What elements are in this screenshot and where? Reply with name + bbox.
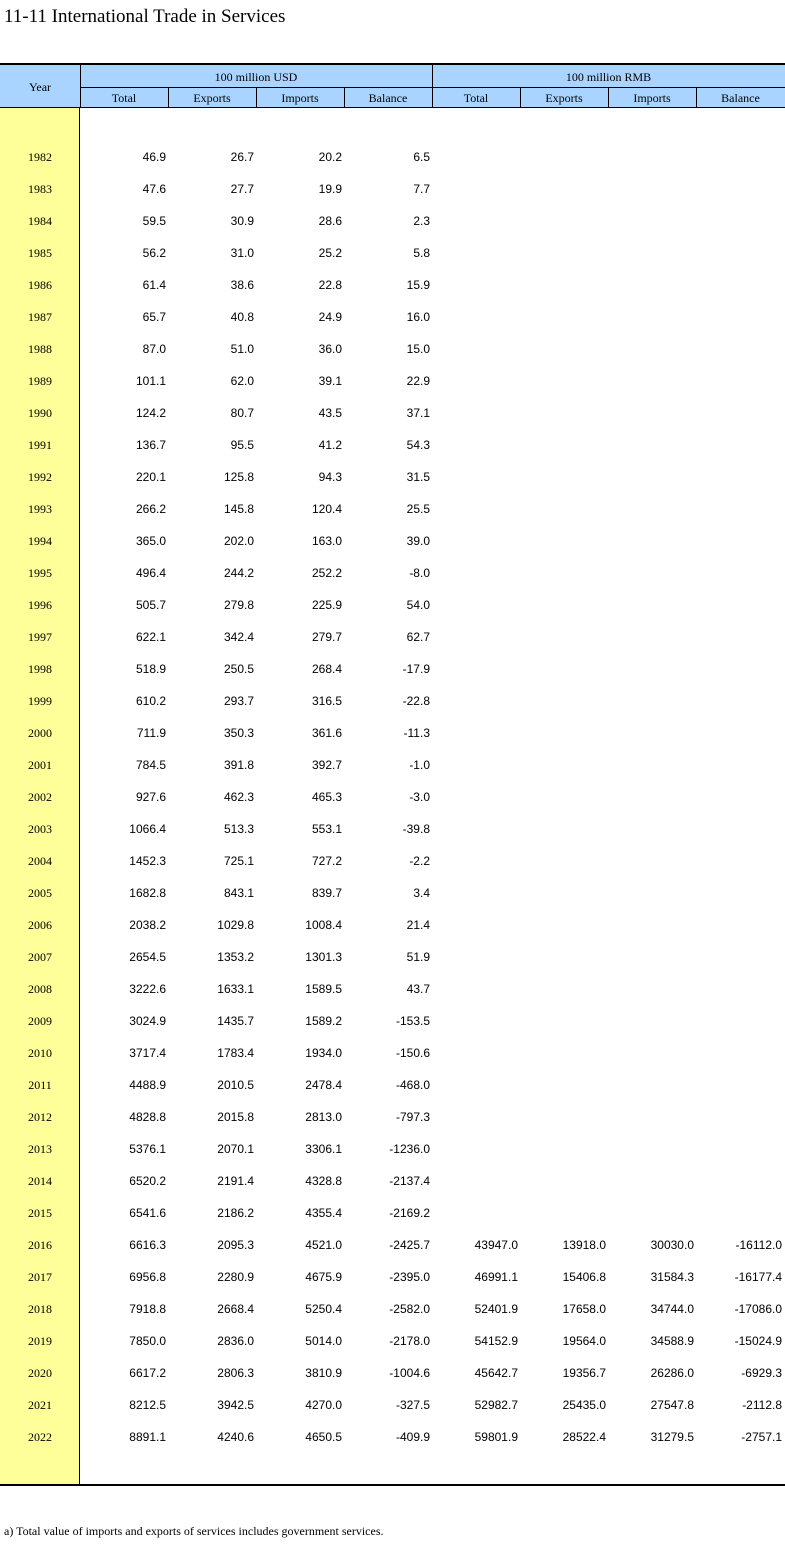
usd-total-cell: 505.7 — [135, 598, 166, 612]
year-cell: 1991 — [28, 438, 52, 452]
table-row — [0, 1101, 785, 1133]
rmb-balance-cell: -2757.1 — [741, 1430, 782, 1444]
year-cell: 1997 — [28, 630, 52, 644]
usd-balance-cell: -2582.0 — [389, 1302, 430, 1316]
usd-total-cell: 711.9 — [136, 726, 166, 740]
usd-imports-cell: 2478.4 — [305, 1078, 342, 1092]
usd-balance-cell: -3.0 — [409, 790, 430, 804]
year-cell: 1992 — [28, 470, 52, 484]
table-row — [0, 365, 785, 397]
table-row — [0, 141, 785, 173]
usd-total-cell: 266.2 — [135, 502, 166, 516]
rmb-exports-cell: 25435.0 — [562, 1398, 606, 1412]
usd-imports-header: Imports — [281, 91, 319, 105]
usd-exports-cell: 843.1 — [223, 886, 254, 900]
usd-imports-cell: 28.6 — [318, 214, 342, 228]
year-header: Year — [28, 80, 52, 94]
table-row — [0, 621, 785, 653]
usd-balance-cell: 7.7 — [413, 182, 430, 196]
usd-balance-cell: -8.0 — [409, 566, 430, 580]
year-cell: 2020 — [28, 1366, 52, 1380]
usd-exports-cell: 3942.5 — [217, 1398, 254, 1412]
usd-exports-cell: 4240.6 — [217, 1430, 254, 1444]
year-cell: 1995 — [28, 566, 52, 580]
usd-total-cell: 59.5 — [142, 214, 166, 228]
usd-group-header: 100 million USD — [214, 70, 298, 84]
year-cell: 2015 — [28, 1206, 52, 1220]
usd-imports-cell: 3306.1 — [305, 1142, 342, 1156]
usd-total-cell: 518.9 — [135, 662, 166, 676]
usd-balance-cell: 31.5 — [406, 470, 430, 484]
usd-total-cell: 61.4 — [142, 278, 166, 292]
usd-exports-cell: 30.9 — [230, 214, 254, 228]
year-cell: 2022 — [28, 1430, 52, 1444]
usd-balance-cell: -1236.0 — [389, 1142, 430, 1156]
usd-imports-cell: 553.1 — [311, 822, 342, 836]
usd-exports-cell: 62.0 — [230, 374, 254, 388]
usd-imports-cell: 19.9 — [318, 182, 342, 196]
year-cell: 1989 — [28, 374, 52, 388]
table-header — [0, 63, 785, 108]
year-cell: 1996 — [28, 598, 52, 612]
rmb-exports-cell: 13918.0 — [562, 1238, 606, 1252]
usd-exports-cell: 2186.2 — [217, 1206, 254, 1220]
usd-total-cell: 6520.2 — [129, 1174, 166, 1188]
table-row — [0, 301, 785, 333]
usd-total-cell: 784.5 — [135, 758, 166, 772]
footnote: a) Total value of imports and exports of services includes government services. — [4, 1524, 384, 1538]
usd-imports-cell: 43.5 — [318, 406, 342, 420]
table-row — [0, 749, 785, 781]
usd-imports-cell: 5014.0 — [305, 1334, 342, 1348]
rmb-group-header: 100 million RMB — [565, 70, 652, 84]
usd-total-cell: 3222.6 — [129, 982, 166, 996]
rmb-exports-cell: 17658.0 — [562, 1302, 606, 1316]
usd-balance-cell: 37.1 — [406, 406, 430, 420]
usd-imports-cell: 839.7 — [311, 886, 342, 900]
usd-balance-cell: 3.4 — [413, 886, 430, 900]
table-row — [0, 237, 785, 269]
usd-total-cell: 101.1 — [135, 374, 166, 388]
usd-total-cell: 1452.3 — [129, 854, 166, 868]
year-cell: 1993 — [28, 502, 52, 516]
rmb-imports-cell: 34588.9 — [650, 1334, 694, 1348]
usd-balance-cell: -150.6 — [395, 1046, 430, 1060]
usd-balance-cell: -2169.2 — [389, 1206, 430, 1220]
usd-balance-cell: 15.0 — [406, 342, 430, 356]
table-row — [0, 333, 785, 365]
usd-imports-cell: 39.1 — [318, 374, 342, 388]
usd-balance-cell: 54.0 — [406, 598, 430, 612]
year-cell: 2007 — [28, 950, 52, 964]
usd-balance-cell: 22.9 — [406, 374, 430, 388]
usd-exports-cell: 293.7 — [223, 694, 254, 708]
usd-balance-cell: 16.0 — [406, 310, 430, 324]
usd-balance-cell: -2137.4 — [389, 1174, 430, 1188]
usd-balance-cell: -39.8 — [402, 822, 430, 836]
usd-balance-cell: -22.8 — [402, 694, 430, 708]
year-cell: 2017 — [28, 1270, 52, 1284]
table-row — [0, 557, 785, 589]
usd-exports-cell: 145.8 — [223, 502, 254, 516]
year-cell: 2012 — [28, 1110, 52, 1124]
usd-imports-cell: 1008.4 — [305, 918, 342, 932]
table-row — [0, 1165, 785, 1197]
rmb-total-cell: 54152.9 — [474, 1334, 518, 1348]
year-cell: 2014 — [28, 1174, 52, 1188]
usd-imports-cell: 20.2 — [318, 150, 342, 164]
usd-total-cell: 1682.8 — [129, 886, 166, 900]
rmb-imports-cell: 31279.5 — [650, 1430, 694, 1444]
usd-balance-cell: 6.5 — [413, 150, 430, 164]
year-cell: 1994 — [28, 534, 52, 548]
year-cell: 1987 — [28, 310, 52, 324]
usd-balance-cell: 39.0 — [406, 534, 430, 548]
usd-imports-cell: 163.0 — [311, 534, 342, 548]
usd-total-cell: 7850.0 — [129, 1334, 166, 1348]
usd-imports-cell: 24.9 — [318, 310, 342, 324]
year-cell: 1999 — [28, 694, 52, 708]
year-cell: 2003 — [28, 822, 52, 836]
usd-total-cell: 496.4 — [135, 566, 166, 580]
usd-balance-cell: 5.8 — [413, 246, 430, 260]
table-row — [0, 1037, 785, 1069]
usd-total-cell: 927.6 — [135, 790, 166, 804]
usd-exports-cell: 27.7 — [230, 182, 254, 196]
usd-exports-cell: 95.5 — [230, 438, 254, 452]
rmb-balance-cell: -15024.9 — [734, 1334, 782, 1348]
table-row — [0, 941, 785, 973]
usd-exports-cell: 250.5 — [223, 662, 254, 676]
page-title: 11-11 International Trade in Services — [4, 6, 286, 27]
rmb-balance-cell: -2112.8 — [742, 1398, 782, 1412]
year-cell: 2000 — [28, 726, 52, 740]
year-cell: 1984 — [28, 214, 52, 228]
rmb-imports-header: Imports — [633, 91, 671, 105]
usd-imports-cell: 2813.0 — [305, 1110, 342, 1124]
year-cell: 1983 — [28, 182, 52, 196]
usd-total-cell: 87.0 — [142, 342, 166, 356]
usd-total-cell: 3024.9 — [129, 1014, 166, 1028]
year-cell: 2016 — [28, 1238, 52, 1252]
usd-balance-cell: 2.3 — [413, 214, 430, 228]
year-cell: 2013 — [28, 1142, 52, 1156]
usd-total-cell: 1066.4 — [129, 822, 166, 836]
usd-imports-cell: 1934.0 — [305, 1046, 342, 1060]
rmb-total-cell: 59801.9 — [474, 1430, 518, 1444]
year-cell: 2005 — [28, 886, 52, 900]
table-row — [0, 493, 785, 525]
year-cell: 1998 — [28, 662, 52, 676]
usd-imports-cell: 1301.3 — [305, 950, 342, 964]
usd-exports-cell: 2668.4 — [217, 1302, 254, 1316]
usd-balance-cell: -2395.0 — [389, 1270, 430, 1284]
usd-imports-cell: 120.4 — [311, 502, 342, 516]
usd-imports-cell: 4650.5 — [305, 1430, 342, 1444]
table-row — [0, 173, 785, 205]
usd-balance-cell: -2178.0 — [389, 1334, 430, 1348]
usd-exports-cell: 2191.4 — [217, 1174, 254, 1188]
usd-imports-cell: 361.6 — [311, 726, 342, 740]
usd-total-cell: 8891.1 — [129, 1430, 166, 1444]
usd-exports-header: Exports — [193, 91, 231, 105]
usd-imports-cell: 36.0 — [318, 342, 342, 356]
rmb-exports-header: Exports — [545, 91, 583, 105]
table-row — [0, 461, 785, 493]
usd-exports-cell: 40.8 — [230, 310, 254, 324]
table-row — [0, 845, 785, 877]
rmb-balance-cell: -16112.0 — [735, 1238, 782, 1252]
usd-total-cell: 7918.8 — [129, 1302, 166, 1316]
usd-total-cell: 6616.3 — [129, 1238, 166, 1252]
usd-total-cell: 46.9 — [142, 150, 166, 164]
rmb-imports-cell: 34744.0 — [650, 1302, 694, 1316]
rmb-total-cell: 45642.7 — [474, 1366, 518, 1380]
year-cell: 1988 — [28, 342, 52, 356]
usd-total-cell: 47.6 — [142, 182, 166, 196]
bottom-rule — [0, 1484, 785, 1486]
usd-total-cell: 2654.5 — [129, 950, 166, 964]
usd-total-cell: 65.7 — [142, 310, 166, 324]
usd-exports-cell: 1783.4 — [217, 1046, 254, 1060]
table-row — [0, 1389, 785, 1421]
table-row — [0, 525, 785, 557]
usd-total-cell: 124.2 — [135, 406, 166, 420]
year-cell: 2011 — [28, 1078, 52, 1092]
rmb-total-cell: 46991.1 — [474, 1270, 518, 1284]
usd-exports-cell: 513.3 — [223, 822, 254, 836]
usd-balance-cell: -11.3 — [403, 726, 430, 740]
usd-balance-cell: 51.9 — [406, 950, 430, 964]
rmb-imports-cell: 26286.0 — [650, 1366, 694, 1380]
usd-exports-cell: 125.8 — [223, 470, 254, 484]
table-row — [0, 781, 785, 813]
table-row — [0, 429, 785, 461]
usd-total-cell: 610.2 — [135, 694, 166, 708]
usd-balance-cell: 62.7 — [406, 630, 430, 644]
usd-total-cell: 4488.9 — [129, 1078, 166, 1092]
year-cell: 2021 — [28, 1398, 52, 1412]
table-row — [0, 1325, 785, 1357]
usd-exports-cell: 2010.5 — [217, 1078, 254, 1092]
table-row — [0, 269, 785, 301]
rmb-imports-cell: 31584.3 — [650, 1270, 694, 1284]
usd-exports-cell: 2280.9 — [217, 1270, 254, 1284]
table-row — [0, 1229, 785, 1261]
table-row — [0, 1197, 785, 1229]
usd-total-cell: 220.1 — [135, 470, 166, 484]
usd-balance-cell: 54.3 — [406, 438, 430, 452]
usd-balance-cell: -797.3 — [395, 1110, 430, 1124]
rmb-exports-cell: 15406.8 — [562, 1270, 606, 1284]
usd-exports-cell: 350.3 — [223, 726, 254, 740]
usd-total-header: Total — [111, 91, 137, 105]
year-cell: 2001 — [28, 758, 52, 772]
usd-exports-cell: 462.3 — [223, 790, 254, 804]
usd-total-cell: 4828.8 — [129, 1110, 166, 1124]
usd-total-cell: 8212.5 — [129, 1398, 166, 1412]
table-row — [0, 813, 785, 845]
table-row — [0, 1005, 785, 1037]
year-cell: 1985 — [28, 246, 52, 260]
usd-exports-cell: 2070.1 — [217, 1142, 254, 1156]
usd-exports-cell: 279.8 — [223, 598, 254, 612]
rmb-exports-cell: 19564.0 — [562, 1334, 606, 1348]
usd-balance-cell: -1004.6 — [389, 1366, 430, 1380]
rmb-exports-cell: 28522.4 — [562, 1430, 606, 1444]
year-cell: 2019 — [28, 1334, 52, 1348]
year-cell: 2009 — [28, 1014, 52, 1028]
usd-imports-cell: 3810.9 — [305, 1366, 342, 1380]
usd-exports-cell: 202.0 — [223, 534, 254, 548]
year-cell: 1982 — [28, 150, 52, 164]
table-row — [0, 909, 785, 941]
year-cell: 2006 — [28, 918, 52, 932]
year-cell: 1986 — [28, 278, 52, 292]
usd-balance-cell: 15.9 — [406, 278, 430, 292]
usd-exports-cell: 2095.3 — [217, 1238, 254, 1252]
table-row — [0, 1357, 785, 1389]
year-cell: 2004 — [28, 854, 52, 868]
usd-exports-cell: 342.4 — [223, 630, 254, 644]
rmb-balance-cell: -17086.0 — [734, 1302, 782, 1316]
rmb-balance-header: Balance — [721, 91, 760, 105]
usd-exports-cell: 1029.8 — [217, 918, 254, 932]
usd-imports-cell: 22.8 — [318, 278, 342, 292]
year-cell: 2018 — [28, 1302, 52, 1316]
usd-imports-cell: 1589.2 — [305, 1014, 342, 1028]
rmb-total-cell: 52401.9 — [474, 1302, 518, 1316]
usd-total-cell: 6617.2 — [129, 1366, 166, 1380]
usd-balance-cell: -409.9 — [395, 1430, 430, 1444]
usd-total-cell: 622.1 — [135, 630, 166, 644]
usd-exports-cell: 244.2 — [223, 566, 254, 580]
rmb-total-cell: 43947.0 — [474, 1238, 518, 1252]
usd-balance-cell: -2425.7 — [389, 1238, 430, 1252]
usd-balance-cell: -153.5 — [395, 1014, 430, 1028]
usd-total-cell: 6541.6 — [129, 1206, 166, 1220]
usd-imports-cell: 4270.0 — [305, 1398, 342, 1412]
table-row — [0, 653, 785, 685]
usd-imports-cell: 727.2 — [311, 854, 342, 868]
table-row — [0, 973, 785, 1005]
usd-exports-cell: 26.7 — [230, 150, 254, 164]
usd-imports-cell: 4328.8 — [305, 1174, 342, 1188]
usd-imports-cell: 4675.9 — [305, 1270, 342, 1284]
usd-imports-cell: 5250.4 — [305, 1302, 342, 1316]
year-cell: 2010 — [28, 1046, 52, 1060]
table-row — [0, 1069, 785, 1101]
table-row — [0, 1133, 785, 1165]
usd-exports-cell: 1435.7 — [217, 1014, 254, 1028]
table-row — [0, 877, 785, 909]
usd-exports-cell: 2015.8 — [217, 1110, 254, 1124]
usd-imports-cell: 41.2 — [318, 438, 342, 452]
usd-exports-cell: 38.6 — [230, 278, 254, 292]
rmb-imports-cell: 27547.8 — [650, 1398, 694, 1412]
usd-imports-cell: 392.7 — [311, 758, 342, 772]
usd-imports-cell: 94.3 — [318, 470, 342, 484]
table-row — [0, 717, 785, 749]
usd-balance-cell: 43.7 — [406, 982, 430, 996]
usd-imports-cell: 1589.5 — [305, 982, 342, 996]
usd-balance-cell: 21.4 — [406, 918, 430, 932]
usd-imports-cell: 225.9 — [311, 598, 342, 612]
usd-imports-cell: 279.7 — [311, 630, 342, 644]
usd-imports-cell: 25.2 — [318, 246, 342, 260]
usd-total-cell: 56.2 — [142, 246, 166, 260]
table-row — [0, 1421, 785, 1453]
usd-imports-cell: 252.2 — [311, 566, 342, 580]
usd-exports-cell: 391.8 — [223, 758, 254, 772]
rmb-total-header: Total — [463, 91, 489, 105]
table-row — [0, 1293, 785, 1325]
rmb-imports-cell: 30030.0 — [650, 1238, 694, 1252]
rmb-exports-cell: 19356.7 — [562, 1366, 606, 1380]
usd-balance-cell: -327.5 — [395, 1398, 430, 1412]
table-row — [0, 205, 785, 237]
usd-total-cell: 2038.2 — [129, 918, 166, 932]
year-cell: 2002 — [28, 790, 52, 804]
usd-total-cell: 365.0 — [135, 534, 166, 548]
year-cell: 1990 — [28, 406, 52, 420]
usd-total-cell: 3717.4 — [129, 1046, 166, 1060]
rmb-total-cell: 52982.7 — [474, 1398, 518, 1412]
table-row — [0, 589, 785, 621]
usd-exports-cell: 725.1 — [223, 854, 254, 868]
usd-exports-cell: 1353.2 — [217, 950, 254, 964]
rmb-balance-cell: -6929.3 — [741, 1366, 782, 1380]
table-row — [0, 1261, 785, 1293]
usd-total-cell: 6956.8 — [129, 1270, 166, 1284]
usd-exports-cell: 2806.3 — [217, 1366, 254, 1380]
rmb-balance-cell: -16177.4 — [734, 1270, 782, 1284]
usd-exports-cell: 1633.1 — [217, 982, 254, 996]
usd-exports-cell: 31.0 — [230, 246, 254, 260]
table-row — [0, 397, 785, 429]
usd-exports-cell: 51.0 — [230, 342, 254, 356]
usd-balance-header: Balance — [368, 91, 408, 105]
year-cell: 2008 — [28, 982, 52, 996]
usd-balance-cell: 25.5 — [406, 502, 430, 516]
usd-balance-cell: -468.0 — [395, 1078, 430, 1092]
usd-imports-cell: 268.4 — [311, 662, 342, 676]
table-row — [0, 685, 785, 717]
usd-total-cell: 5376.1 — [129, 1142, 166, 1156]
usd-exports-cell: 80.7 — [230, 406, 254, 420]
usd-imports-cell: 316.5 — [311, 694, 342, 708]
usd-total-cell: 136.7 — [135, 438, 166, 452]
usd-balance-cell: -17.9 — [402, 662, 430, 676]
usd-balance-cell: -1.0 — [409, 758, 430, 772]
usd-imports-cell: 4355.4 — [305, 1206, 342, 1220]
usd-imports-cell: 4521.0 — [305, 1238, 342, 1252]
usd-exports-cell: 2836.0 — [217, 1334, 254, 1348]
usd-imports-cell: 465.3 — [311, 790, 342, 804]
usd-balance-cell: -2.2 — [409, 854, 430, 868]
